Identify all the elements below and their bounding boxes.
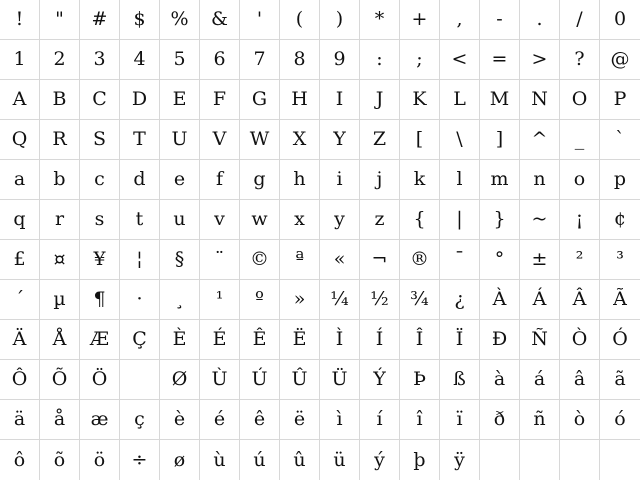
glyph-cell[interactable]: +: [400, 0, 440, 40]
glyph-cell[interactable]: Ð: [480, 320, 520, 360]
glyph-cell[interactable]: æ: [80, 400, 120, 440]
glyph-cell[interactable]: 3: [80, 40, 120, 80]
glyph-cell[interactable]: d: [120, 160, 160, 200]
glyph-cell[interactable]: ¤: [40, 240, 80, 280]
glyph-cell[interactable]: $: [120, 0, 160, 40]
glyph-cell[interactable]: Ø: [160, 360, 200, 400]
glyph-cell[interactable]: .: [520, 0, 560, 40]
glyph-cell[interactable]: ·: [120, 280, 160, 320]
glyph-cell[interactable]: Î: [400, 320, 440, 360]
glyph-cell[interactable]: ,: [440, 0, 480, 40]
glyph-cell[interactable]: ?: [560, 40, 600, 80]
glyph-cell[interactable]: ý: [360, 440, 400, 480]
glyph-cell[interactable]: ¹: [200, 280, 240, 320]
glyph-cell[interactable]: C: [80, 80, 120, 120]
glyph-cell[interactable]: º: [240, 280, 280, 320]
glyph-cell[interactable]: Ë: [280, 320, 320, 360]
glyph-cell[interactable]: Ã: [600, 280, 640, 320]
glyph-cell[interactable]: ±: [520, 240, 560, 280]
glyph-cell-empty[interactable]: [480, 440, 520, 480]
glyph-cell[interactable]: U: [160, 120, 200, 160]
glyph-cell[interactable]: 4: [120, 40, 160, 80]
glyph-cell[interactable]: p: [600, 160, 640, 200]
glyph-cell[interactable]: M: [480, 80, 520, 120]
glyph-cell[interactable]: G: [240, 80, 280, 120]
glyph-cell[interactable]: È: [160, 320, 200, 360]
glyph-cell[interactable]: ú: [240, 440, 280, 480]
glyph-cell[interactable]: |: [440, 200, 480, 240]
glyph-cell[interactable]: v: [200, 200, 240, 240]
glyph-cell[interactable]: Í: [360, 320, 400, 360]
glyph-cell[interactable]: ": [40, 0, 80, 40]
glyph-cell[interactable]: o: [560, 160, 600, 200]
glyph-cell[interactable]: °: [480, 240, 520, 280]
glyph-cell[interactable]: N: [520, 80, 560, 120]
glyph-cell[interactable]: R: [40, 120, 80, 160]
glyph-cell[interactable]: h: [280, 160, 320, 200]
glyph-cell[interactable]: ¯: [440, 240, 480, 280]
glyph-cell-empty[interactable]: [120, 360, 160, 400]
glyph-cell[interactable]: b: [40, 160, 80, 200]
glyph-cell[interactable]: !: [0, 0, 40, 40]
glyph-cell[interactable]: ¨: [200, 240, 240, 280]
glyph-cell[interactable]: -: [480, 0, 520, 40]
glyph-cell[interactable]: t: [120, 200, 160, 240]
glyph-cell[interactable]: «: [320, 240, 360, 280]
glyph-cell[interactable]: _: [560, 120, 600, 160]
glyph-cell[interactable]: Û: [280, 360, 320, 400]
glyph-cell[interactable]: Ì: [320, 320, 360, 360]
glyph-cell[interactable]: (: [280, 0, 320, 40]
glyph-cell[interactable]: Þ: [400, 360, 440, 400]
glyph-cell[interactable]: X: [280, 120, 320, 160]
glyph-cell[interactable]: ´: [0, 280, 40, 320]
glyph-cell[interactable]: Ô: [0, 360, 40, 400]
glyph-cell[interactable]: Á: [520, 280, 560, 320]
glyph-cell[interactable]: Z: [360, 120, 400, 160]
glyph-cell[interactable]: ã: [600, 360, 640, 400]
glyph-cell[interactable]: ²: [560, 240, 600, 280]
glyph-cell[interactable]: u: [160, 200, 200, 240]
glyph-cell[interactable]: %: [160, 0, 200, 40]
glyph-cell[interactable]: ù: [200, 440, 240, 480]
glyph-cell[interactable]: ¬: [360, 240, 400, 280]
glyph-cell-empty[interactable]: [600, 440, 640, 480]
glyph-cell[interactable]: ¼: [320, 280, 360, 320]
glyph-cell[interactable]: D: [120, 80, 160, 120]
glyph-cell[interactable]: ü: [320, 440, 360, 480]
glyph-cell[interactable]: ï: [440, 400, 480, 440]
glyph-cell[interactable]: V: [200, 120, 240, 160]
glyph-cell[interactable]: y: [320, 200, 360, 240]
glyph-cell[interactable]: j: [360, 160, 400, 200]
glyph-cell[interactable]: ^: [520, 120, 560, 160]
glyph-cell[interactable]: ¢: [600, 200, 640, 240]
glyph-cell[interactable]: Ú: [240, 360, 280, 400]
glyph-cell-empty[interactable]: [560, 440, 600, 480]
glyph-cell[interactable]: 9: [320, 40, 360, 80]
glyph-cell[interactable]: ½: [360, 280, 400, 320]
glyph-cell[interactable]: Õ: [40, 360, 80, 400]
glyph-cell[interactable]: £: [0, 240, 40, 280]
glyph-cell[interactable]: ¿: [440, 280, 480, 320]
glyph-cell[interactable]: ©: [240, 240, 280, 280]
glyph-cell[interactable]: 5: [160, 40, 200, 80]
glyph-cell[interactable]: í: [360, 400, 400, 440]
glyph-cell[interactable]: 1: [0, 40, 40, 80]
glyph-cell[interactable]: :: [360, 40, 400, 80]
glyph-cell-empty[interactable]: [520, 440, 560, 480]
glyph-cell[interactable]: §: [160, 240, 200, 280]
glyph-cell[interactable]: è: [160, 400, 200, 440]
glyph-cell[interactable]: [: [400, 120, 440, 160]
glyph-cell[interactable]: ¸: [160, 280, 200, 320]
glyph-cell[interactable]: Ó: [600, 320, 640, 360]
glyph-cell[interactable]: O: [560, 80, 600, 120]
glyph-cell[interactable]: Ç: [120, 320, 160, 360]
glyph-cell[interactable]: ¦: [120, 240, 160, 280]
glyph-cell[interactable]: <: [440, 40, 480, 80]
glyph-cell[interactable]: =: [480, 40, 520, 80]
glyph-cell[interactable]: s: [80, 200, 120, 240]
glyph-cell[interactable]: i: [320, 160, 360, 200]
glyph-cell[interactable]: 8: [280, 40, 320, 80]
glyph-cell[interactable]: ô: [0, 440, 40, 480]
glyph-cell[interactable]: ì: [320, 400, 360, 440]
glyph-cell[interactable]: î: [400, 400, 440, 440]
glyph-cell[interactable]: Q: [0, 120, 40, 160]
glyph-cell[interactable]: @: [600, 40, 640, 80]
glyph-cell[interactable]: Æ: [80, 320, 120, 360]
glyph-cell[interactable]: ¶: [80, 280, 120, 320]
glyph-cell[interactable]: ÷: [120, 440, 160, 480]
glyph-cell[interactable]: S: [80, 120, 120, 160]
glyph-cell[interactable]: ò: [560, 400, 600, 440]
glyph-cell[interactable]: Ò: [560, 320, 600, 360]
glyph-cell[interactable]: K: [400, 80, 440, 120]
glyph-cell[interactable]: ³: [600, 240, 640, 280]
glyph-cell[interactable]: à: [480, 360, 520, 400]
glyph-cell[interactable]: g: [240, 160, 280, 200]
glyph-cell[interactable]: B: [40, 80, 80, 120]
glyph-cell[interactable]: é: [200, 400, 240, 440]
glyph-cell[interactable]: ñ: [520, 400, 560, 440]
glyph-cell[interactable]: &: [200, 0, 240, 40]
glyph-cell[interactable]: l: [440, 160, 480, 200]
glyph-cell[interactable]: ]: [480, 120, 520, 160]
glyph-cell[interactable]: W: [240, 120, 280, 160]
glyph-cell[interactable]: ¥: [80, 240, 120, 280]
glyph-cell[interactable]: P: [600, 80, 640, 120]
glyph-cell[interactable]: á: [520, 360, 560, 400]
glyph-cell[interactable]: >: [520, 40, 560, 80]
glyph-cell[interactable]: À: [480, 280, 520, 320]
glyph-cell[interactable]: ó: [600, 400, 640, 440]
glyph-cell[interactable]: â: [560, 360, 600, 400]
glyph-cell[interactable]: ~: [520, 200, 560, 240]
glyph-cell[interactable]: Ü: [320, 360, 360, 400]
glyph-cell[interactable]: Ñ: [520, 320, 560, 360]
glyph-cell[interactable]: I: [320, 80, 360, 120]
glyph-cell[interactable]: Ä: [0, 320, 40, 360]
glyph-cell[interactable]: 0: [600, 0, 640, 40]
glyph-cell[interactable]: *: [360, 0, 400, 40]
glyph-cell[interactable]: A: [0, 80, 40, 120]
glyph-cell[interactable]: {: [400, 200, 440, 240]
glyph-cell[interactable]: J: [360, 80, 400, 120]
glyph-cell[interactable]: ª: [280, 240, 320, 280]
glyph-cell[interactable]: E: [160, 80, 200, 120]
glyph-cell[interactable]: ë: [280, 400, 320, 440]
glyph-cell[interactable]: ß: [440, 360, 480, 400]
glyph-cell[interactable]: µ: [40, 280, 80, 320]
glyph-cell[interactable]: Ù: [200, 360, 240, 400]
glyph-cell[interactable]: õ: [40, 440, 80, 480]
glyph-cell[interactable]: þ: [400, 440, 440, 480]
glyph-cell[interactable]: É: [200, 320, 240, 360]
glyph-cell[interactable]: Ï: [440, 320, 480, 360]
glyph-cell[interactable]: L: [440, 80, 480, 120]
glyph-cell[interactable]: }: [480, 200, 520, 240]
glyph-cell[interactable]: k: [400, 160, 440, 200]
glyph-cell[interactable]: \: [440, 120, 480, 160]
glyph-cell[interactable]: 7: [240, 40, 280, 80]
glyph-cell[interactable]: ð: [480, 400, 520, 440]
glyph-cell[interactable]: e: [160, 160, 200, 200]
glyph-cell[interactable]: #: [80, 0, 120, 40]
glyph-cell[interactable]: /: [560, 0, 600, 40]
glyph-cell[interactable]: »: [280, 280, 320, 320]
glyph-cell[interactable]: `: [600, 120, 640, 160]
glyph-cell[interactable]: a: [0, 160, 40, 200]
glyph-cell[interactable]: ø: [160, 440, 200, 480]
glyph-cell[interactable]: Â: [560, 280, 600, 320]
glyph-cell[interactable]: Ý: [360, 360, 400, 400]
glyph-cell[interactable]: Ê: [240, 320, 280, 360]
glyph-cell[interactable]: ': [240, 0, 280, 40]
glyph-cell[interactable]: ê: [240, 400, 280, 440]
glyph-cell[interactable]: 6: [200, 40, 240, 80]
glyph-cell[interactable]: û: [280, 440, 320, 480]
glyph-cell[interactable]: Å: [40, 320, 80, 360]
glyph-cell[interactable]: Y: [320, 120, 360, 160]
glyph-cell[interactable]: x: [280, 200, 320, 240]
glyph-cell[interactable]: m: [480, 160, 520, 200]
glyph-cell[interactable]: ä: [0, 400, 40, 440]
glyph-cell[interactable]: ç: [120, 400, 160, 440]
glyph-cell[interactable]: n: [520, 160, 560, 200]
glyph-cell[interactable]: c: [80, 160, 120, 200]
glyph-cell[interactable]: H: [280, 80, 320, 120]
glyph-cell[interactable]: ÿ: [440, 440, 480, 480]
glyph-cell[interactable]: ¾: [400, 280, 440, 320]
glyph-cell[interactable]: 2: [40, 40, 80, 80]
glyph-cell[interactable]: z: [360, 200, 400, 240]
glyph-cell[interactable]: F: [200, 80, 240, 120]
glyph-cell[interactable]: f: [200, 160, 240, 200]
glyph-cell[interactable]: ö: [80, 440, 120, 480]
glyph-cell[interactable]: w: [240, 200, 280, 240]
glyph-cell[interactable]: Ö: [80, 360, 120, 400]
glyph-cell[interactable]: r: [40, 200, 80, 240]
glyph-cell[interactable]: ®: [400, 240, 440, 280]
glyph-cell[interactable]: ¡: [560, 200, 600, 240]
glyph-cell[interactable]: å: [40, 400, 80, 440]
glyph-cell[interactable]: q: [0, 200, 40, 240]
glyph-cell[interactable]: ): [320, 0, 360, 40]
glyph-cell[interactable]: T: [120, 120, 160, 160]
glyph-cell[interactable]: ;: [400, 40, 440, 80]
